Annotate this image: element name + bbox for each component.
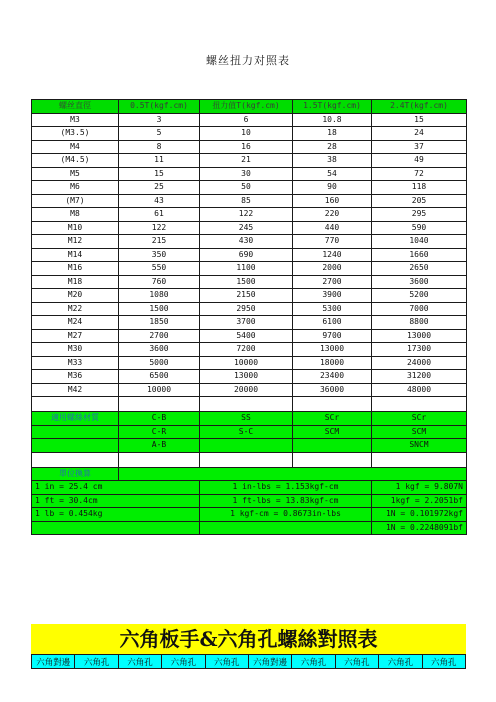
torque-cell: 10.8 [293, 113, 372, 127]
torque-cell: 1040 [372, 235, 467, 249]
torque-cell: 9700 [293, 329, 372, 343]
length-conversion: 1 ft = 30.4cm [32, 494, 200, 508]
torque-cell: 10000 [200, 356, 293, 370]
table-row [32, 289, 467, 303]
torque-cell: 28 [293, 140, 372, 154]
column-header: 螺丝直徑 [32, 100, 119, 114]
empty-cell [372, 452, 467, 467]
table-row [32, 167, 467, 181]
torque-cell: 23400 [293, 370, 372, 384]
torque-cell: 18000 [293, 356, 372, 370]
column-header: 0.5T(kgf.cm) [119, 100, 200, 114]
table-row [32, 302, 467, 316]
material-cell: A-B [119, 439, 200, 453]
torque-cell: 15 [372, 113, 467, 127]
hex-column-header: 六角孔 [162, 655, 205, 669]
hex-column-header: 六角孔 [422, 655, 465, 669]
torque-cell: 6100 [293, 316, 372, 330]
torque-cell: 25 [119, 181, 200, 195]
torque-cell: 205 [372, 194, 467, 208]
torque-cell: 118 [372, 181, 467, 195]
torque-cell: 550 [119, 262, 200, 276]
length-conversion: 1 lb = 0.454kg [32, 508, 200, 522]
material-row [32, 412, 467, 426]
force-conversion: 1N = 0.101972kgf [372, 508, 467, 522]
hex-column-header: 六角孔 [292, 655, 335, 669]
table-row [32, 140, 467, 154]
torque-cell: 5300 [293, 302, 372, 316]
torque-cell: 2150 [200, 289, 293, 303]
hex-column-header: 六角孔 [205, 655, 248, 669]
material-cell: SCr [372, 412, 467, 426]
torque-cell: 61 [119, 208, 200, 222]
torque-conversion [200, 521, 372, 535]
empty-cell [200, 397, 293, 412]
screw-size-cell: M3 [32, 113, 119, 127]
torque-cell: 122 [119, 221, 200, 235]
table-row [32, 181, 467, 195]
table-row [32, 356, 467, 370]
torque-conversion: 1 kgf-cm = 0.8673in-lbs [200, 508, 372, 522]
torque-cell: 215 [119, 235, 200, 249]
table-row [32, 235, 467, 249]
torque-cell: 30 [200, 167, 293, 181]
column-header: 2.4T(kgf.cm) [372, 100, 467, 114]
torque-cell: 36000 [293, 383, 372, 397]
unit-conversion-row [32, 481, 467, 495]
torque-cell: 11 [119, 154, 200, 168]
screw-size-cell: M18 [32, 275, 119, 289]
material-label: 適用螺絲材質 [32, 412, 119, 426]
torque-cell: 6500 [119, 370, 200, 384]
torque-cell: 1080 [119, 289, 200, 303]
material-cell: C-R [119, 425, 200, 439]
material-cell [200, 439, 293, 453]
table-row [32, 262, 467, 276]
unit-conversion-row [32, 508, 467, 522]
units-label: 單位換算 [32, 467, 119, 481]
torque-cell: 7200 [200, 343, 293, 357]
material-cell: C-B [119, 412, 200, 426]
table-row [32, 383, 467, 397]
torque-cell: 3 [119, 113, 200, 127]
torque-cell: 8800 [372, 316, 467, 330]
screw-size-cell: M33 [32, 356, 119, 370]
screw-size-cell: M6 [32, 181, 119, 195]
torque-cell: 3600 [119, 343, 200, 357]
torque-cell: 6 [200, 113, 293, 127]
torque-cell: 7000 [372, 302, 467, 316]
torque-cell: 760 [119, 275, 200, 289]
torque-cell: 1100 [200, 262, 293, 276]
torque-cell: 1500 [200, 275, 293, 289]
empty-cell [293, 452, 372, 467]
spacer-row [32, 397, 467, 412]
hex-wrench-banner: 六角板手&六角孔螺絲對照表 [31, 624, 466, 654]
empty-cell [293, 397, 372, 412]
material-cell: SCM [293, 425, 372, 439]
torque-cell: 85 [200, 194, 293, 208]
table-row [32, 221, 467, 235]
screw-size-cell: M42 [32, 383, 119, 397]
torque-cell: 1500 [119, 302, 200, 316]
material-cell: SNCM [372, 439, 467, 453]
torque-cell: 10 [200, 127, 293, 141]
empty-cell [119, 467, 467, 481]
hex-column-header: 六角孔 [75, 655, 118, 669]
torque-cell: 160 [293, 194, 372, 208]
torque-cell: 690 [200, 248, 293, 262]
material-cell: SS [200, 412, 293, 426]
table-row [32, 329, 467, 343]
screw-size-cell: M30 [32, 343, 119, 357]
column-header: 扭力值T(kgf.cm) [200, 100, 293, 114]
table-row [32, 343, 467, 357]
torque-cell: 430 [200, 235, 293, 249]
torque-cell: 16 [200, 140, 293, 154]
torque-cell: 13000 [293, 343, 372, 357]
torque-cell: 72 [372, 167, 467, 181]
torque-cell: 13000 [200, 370, 293, 384]
torque-cell: 21 [200, 154, 293, 168]
empty-cell [32, 397, 119, 412]
page-title: 螺丝扭力对照表 [206, 54, 290, 67]
hex-column-header: 六角孔 [335, 655, 378, 669]
table-row [32, 370, 467, 384]
torque-cell: 54 [293, 167, 372, 181]
torque-cell: 37 [372, 140, 467, 154]
torque-cell: 3900 [293, 289, 372, 303]
torque-cell: 245 [200, 221, 293, 235]
torque-cell: 2650 [372, 262, 467, 276]
screw-size-cell: M5 [32, 167, 119, 181]
torque-cell: 5200 [372, 289, 467, 303]
screw-size-cell: M4 [32, 140, 119, 154]
hex-column-header: 六角對邊 [248, 655, 291, 669]
torque-cell: 3600 [372, 275, 467, 289]
empty-cell [32, 425, 119, 439]
length-conversion [32, 521, 200, 535]
screw-size-cell: M8 [32, 208, 119, 222]
force-conversion: 1 kgf = 9.807N [372, 481, 467, 495]
torque-table [31, 99, 467, 535]
torque-cell: 24 [372, 127, 467, 141]
hex-column-header: 六角孔 [118, 655, 161, 669]
torque-cell: 2700 [119, 329, 200, 343]
torque-cell: 31200 [372, 370, 467, 384]
torque-cell: 15 [119, 167, 200, 181]
screw-size-cell: (M4.5) [32, 154, 119, 168]
screw-size-cell: M16 [32, 262, 119, 276]
unit-conversion-row [32, 494, 467, 508]
empty-cell [32, 452, 119, 467]
torque-cell: 48000 [372, 383, 467, 397]
torque-cell: 24000 [372, 356, 467, 370]
material-cell: SCr [293, 412, 372, 426]
screw-size-cell: M36 [32, 370, 119, 384]
empty-cell [372, 397, 467, 412]
force-conversion: 1kgf = 2.2051bf [372, 494, 467, 508]
hex-column-header: 六角孔 [379, 655, 422, 669]
empty-cell [200, 452, 293, 467]
screw-size-cell: M27 [32, 329, 119, 343]
torque-cell: 3700 [200, 316, 293, 330]
table-row [32, 194, 467, 208]
torque-cell: 2000 [293, 262, 372, 276]
table-header-row [32, 100, 467, 114]
torque-cell: 13000 [372, 329, 467, 343]
torque-cell: 49 [372, 154, 467, 168]
table-row [32, 127, 467, 141]
empty-cell [32, 439, 119, 453]
torque-cell: 1850 [119, 316, 200, 330]
torque-cell: 18 [293, 127, 372, 141]
table-row [32, 275, 467, 289]
torque-cell: 5 [119, 127, 200, 141]
force-conversion: 1N = 0.2248091bf [372, 521, 467, 535]
torque-cell: 350 [119, 248, 200, 262]
screw-size-cell: M12 [32, 235, 119, 249]
table-row [32, 248, 467, 262]
torque-cell: 38 [293, 154, 372, 168]
empty-cell [119, 397, 200, 412]
screw-size-cell: M20 [32, 289, 119, 303]
torque-cell: 8 [119, 140, 200, 154]
material-cell [293, 439, 372, 453]
torque-cell: 295 [372, 208, 467, 222]
screw-size-cell: (M7) [32, 194, 119, 208]
table-row [32, 154, 467, 168]
torque-conversion: 1 in-lbs = 1.153kgf-cm [200, 481, 372, 495]
screw-size-cell: M10 [32, 221, 119, 235]
unit-conversion-row [32, 521, 467, 535]
torque-cell: 1660 [372, 248, 467, 262]
length-conversion: 1 in = 25.4 cm [32, 481, 200, 495]
spacer-row [32, 452, 467, 467]
torque-cell: 1240 [293, 248, 372, 262]
torque-cell: 17300 [372, 343, 467, 357]
torque-cell: 10000 [119, 383, 200, 397]
torque-cell: 43 [119, 194, 200, 208]
torque-cell: 440 [293, 221, 372, 235]
screw-size-cell: M14 [32, 248, 119, 262]
material-cell: SCM [372, 425, 467, 439]
material-row [32, 439, 467, 453]
torque-cell: 90 [293, 181, 372, 195]
torque-cell: 20000 [200, 383, 293, 397]
column-header: 1.5T(kgf.cm) [293, 100, 372, 114]
table-row [32, 208, 467, 222]
units-label-row [32, 467, 467, 481]
screw-size-cell: (M3.5) [32, 127, 119, 141]
torque-cell: 590 [372, 221, 467, 235]
screw-size-cell: M24 [32, 316, 119, 330]
screw-size-cell: M22 [32, 302, 119, 316]
material-row [32, 425, 467, 439]
table-row [32, 316, 467, 330]
torque-cell: 2700 [293, 275, 372, 289]
torque-cell: 50 [200, 181, 293, 195]
empty-cell [119, 452, 200, 467]
torque-cell: 220 [293, 208, 372, 222]
torque-cell: 5000 [119, 356, 200, 370]
hex-header-table [31, 654, 466, 669]
torque-cell: 770 [293, 235, 372, 249]
torque-conversion: 1 ft-lbs = 13.83kgf-cm [200, 494, 372, 508]
torque-cell: 2950 [200, 302, 293, 316]
table-row [32, 113, 467, 127]
material-cell: S-C [200, 425, 293, 439]
hex-column-header: 六角對邊 [32, 655, 75, 669]
torque-cell: 122 [200, 208, 293, 222]
torque-cell: 5400 [200, 329, 293, 343]
